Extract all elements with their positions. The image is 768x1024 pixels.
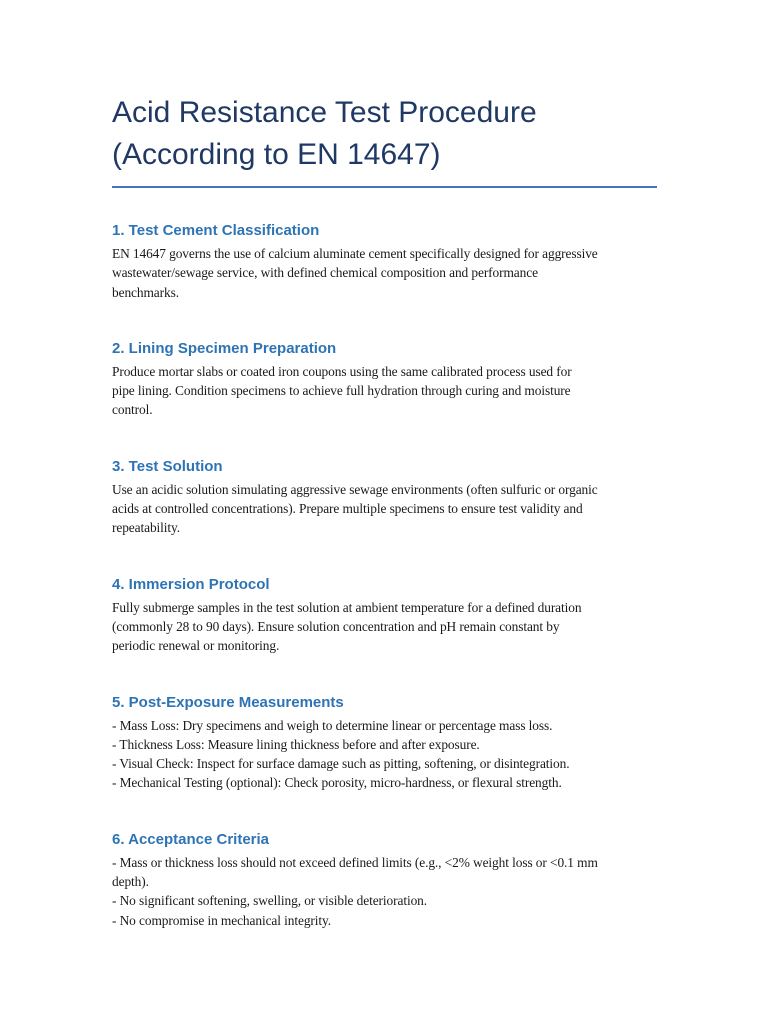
section	[112, 693, 657, 793]
body-line: - Mass Loss: Dry specimens and weigh to determine linear or percentage mass loss.	[112, 717, 553, 733]
body-line: - No compromise in mechanical integrity.	[112, 912, 331, 928]
body-line: EN 14647 governs the use of calcium aluminate cement specifically designed for aggressive	[112, 246, 598, 261]
body-line: - Mechanical Testing (optional): Check porosity, micro-hardness, or flexural strength.	[112, 775, 562, 791]
title-underline	[112, 186, 657, 188]
body-line: depth).	[112, 874, 149, 890]
body-line: - Visual Check: Inspect for surface damage such as pitting, softening, or disintegration.	[112, 756, 570, 772]
section	[112, 830, 657, 930]
section	[112, 339, 657, 420]
section-body	[112, 853, 657, 930]
section-heading: 2. Lining Specimen Preparation	[112, 339, 337, 357]
section	[112, 575, 657, 656]
body-line: pipe lining. Condition specimens to achieve full hydration through curing and moisture	[112, 383, 571, 399]
section-heading: 5. Post-Exposure Measurements	[112, 693, 344, 711]
body-line: Fully submerge samples in the test solution at ambient temperature for a defined duration	[112, 599, 582, 615]
body-line: acids at controlled concentrations). Prepare multiple specimens to ensure test validity and	[112, 501, 583, 517]
section-body	[112, 244, 657, 302]
body-line: repeatability.	[112, 520, 180, 536]
section-body	[112, 598, 657, 656]
document-page	[112, 92, 657, 930]
section-heading: 6. Acceptance Criteria	[112, 830, 270, 848]
title-line-2: (According to EN 14647)	[112, 138, 441, 171]
body-line: control.	[112, 402, 153, 418]
body-line: - Mass or thickness loss should not exceed defined limits (e.g., <2% weight loss or <0.1 mm	[112, 854, 598, 870]
section-heading: 3. Test Solution	[112, 457, 223, 475]
body-line: periodic renewal or monitoring.	[112, 638, 280, 654]
title-line-1: Acid Resistance Test Procedure	[112, 96, 537, 129]
section-heading: 1. Test Cement Classification	[112, 222, 320, 239]
document-title	[112, 92, 657, 176]
body-line: benchmarks.	[112, 284, 179, 300]
body-line: - No significant softening, swelling, or visible deterioration.	[112, 893, 428, 909]
section-body	[112, 480, 657, 538]
section	[112, 221, 657, 302]
section	[112, 457, 657, 538]
body-line: (commonly 28 to 90 days). Ensure solution concentration and pH remain constant by	[112, 618, 560, 634]
body-line: Use an acidic solution simulating aggressive sewage environments (often sulfuric or organic	[112, 481, 598, 497]
body-line: wastewater/sewage service, with defined chemical composition and performance	[112, 265, 538, 281]
body-line: Produce mortar slabs or coated iron coupons using the same calibrated process used for	[112, 363, 572, 379]
body-line: - Thickness Loss: Measure lining thickness before and after exposure.	[112, 736, 480, 752]
section-heading: 4. Immersion Protocol	[112, 575, 270, 593]
section-body	[112, 716, 657, 793]
section-body	[112, 362, 657, 420]
sections-container	[112, 221, 657, 930]
